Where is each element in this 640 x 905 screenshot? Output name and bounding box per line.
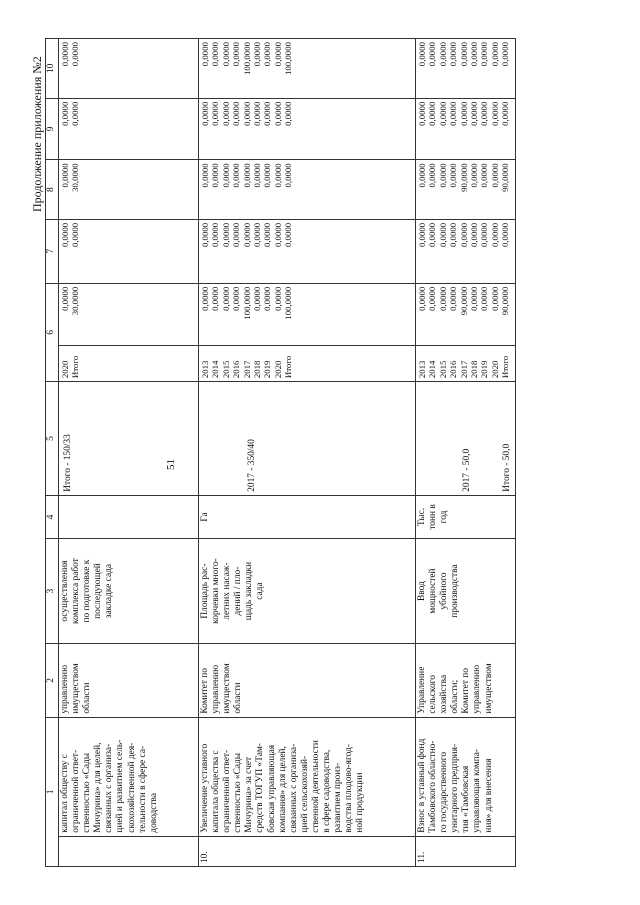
table-row-continued (59, 39, 199, 867)
target-2017: 2017 - 350/40 (247, 439, 257, 492)
indicator-name: осуществления комплекса работ по подготовке к последующей закладке сада (59, 539, 199, 644)
target-total: Итого - 50,0 (502, 443, 512, 492)
values-col-10: 0,0000 0,0000 0,0000 0,0000 0,0000 0,0000 0,0000 0,0000 0,0000 (416, 39, 516, 99)
indicator-name: Площадь рас- корчевки много- летних насаж- дений / пло- щадь закладки сада (199, 539, 416, 644)
header-col-4: 4 (46, 495, 59, 538)
values-col-6: 0,0000 0,0000 0,0000 0,0000 90,0000 0,0000 0,0000 0,0000 90,0000 (416, 283, 516, 346)
years-list: 2013 2014 2015 2016 2017 2018 2019 2020 Итого (199, 346, 416, 382)
values-col-6: 0,0000 0,0000 0,0000 0,0000 100,0000 0,0000 0,0000 0,0000 100,0000 (199, 283, 416, 346)
values-col-9: 0,0000 0,0000 0,0000 0,0000 0,0000 0,0000 0,0000 0,0000 0,0000 (199, 98, 416, 160)
header-col-9: 9 (46, 98, 59, 160)
table-row-11 (416, 39, 516, 867)
values-col-8: 0,0000 30,0000 (59, 160, 199, 220)
values-col-7: 0,0000 0,0000 0,0000 0,0000 0,0000 0,0000 0,0000 0,0000 0,0000 (199, 219, 416, 283)
header-col-8: 8 (46, 160, 59, 220)
target-2017: 2017 - 50,0 (462, 448, 472, 492)
indicator-name: Ввод мощностей убойного производства (416, 539, 516, 644)
values-col-9: 0,0000 0,0000 (59, 98, 199, 160)
values-col-10: 0,0000 0,0000 (59, 39, 199, 99)
values-col-8: 0,0000 0,0000 0,0000 0,0000 90,0000 0,0000 0,0000 0,0000 90,0000 (416, 160, 516, 220)
measure-description: Увеличение уставного капитала общества с ограниченной ответ- ственностью «Сады Мичурина» за счет средств ТОГУП «Там- бовская управляющая компания» для целей, связанных с организа- цией сельскохозяй- ственной деятельности в сфере садоводства, развитием произ- водства плодово-ягод- ной продукции (199, 717, 416, 836)
row-number: 10. (199, 836, 416, 866)
header-col-3: 3 (46, 539, 59, 644)
values-col-7: 0,0000 0,0000 (59, 219, 199, 283)
target-total: Итого - 150/33 (63, 434, 73, 492)
header-col-1: 1 (46, 717, 59, 866)
values-col-8: 0,0000 0,0000 0,0000 0,0000 0,0000 0,0000 0,0000 0,0000 0,0000 (199, 160, 416, 220)
measure-description: Взнос в уставный фонд Тамбовского областно- го государственного унитарного предприя- тия «Тамбовская управляющая компа- ния» для внесения (416, 717, 516, 836)
values-col-7: 0,0000 0,0000 0,0000 0,0000 0,0000 0,0000 0,0000 0,0000 0,0000 (416, 219, 516, 283)
measure-description: капитал обществу с ограниченной ответ- ственностью «Сады Мичурина» для целей, связанных с организа- цией и развитием сель- скохозяйственной дея- тельности в сфере са- доводства (59, 717, 199, 836)
target-value-cell (416, 382, 516, 496)
header-col-6: 6 (46, 283, 59, 381)
header-col-5: 5 (46, 382, 59, 496)
appendix-caption: Продолжение приложения №2 (30, 56, 44, 212)
row-number: 11. (416, 836, 516, 866)
header-col-7: 7 (46, 219, 59, 283)
responsible-executor: Управление сельского хозяйства области; Комитет по управлению имуществом (416, 644, 516, 718)
header-col-2: 2 (46, 644, 59, 718)
header-row (46, 39, 59, 867)
years-list: 2013 2014 2015 2016 2017 2018 2019 2020 Итого (416, 346, 516, 382)
page-number: 51 (165, 459, 177, 470)
values-col-10: 0,0000 0,0000 0,0000 0,0000 100,0000 0,0000 0,0000 0,0000 100,0000 (199, 39, 416, 99)
table-row-10 (199, 39, 416, 867)
unit-cell: Тыс. тонн в год (416, 495, 516, 538)
target-value-cell (199, 382, 416, 496)
responsible-executor: Комитет по управлению имуществом области (199, 644, 416, 718)
years-list: 2020 Итого (59, 346, 199, 382)
target-value-cell (59, 382, 199, 496)
values-col-6: 0,0000 30,0000 (59, 283, 199, 346)
header-col-10: 10 (46, 39, 59, 99)
program-table (45, 38, 516, 867)
responsible-executor: управлению имуществом области (59, 644, 199, 718)
values-col-9: 0,0000 0,0000 0,0000 0,0000 0,0000 0,0000 0,0000 0,0000 0,0000 (416, 98, 516, 160)
row-number-cell (59, 836, 199, 866)
unit-cell: Га (199, 495, 416, 538)
unit-cell (59, 495, 199, 538)
